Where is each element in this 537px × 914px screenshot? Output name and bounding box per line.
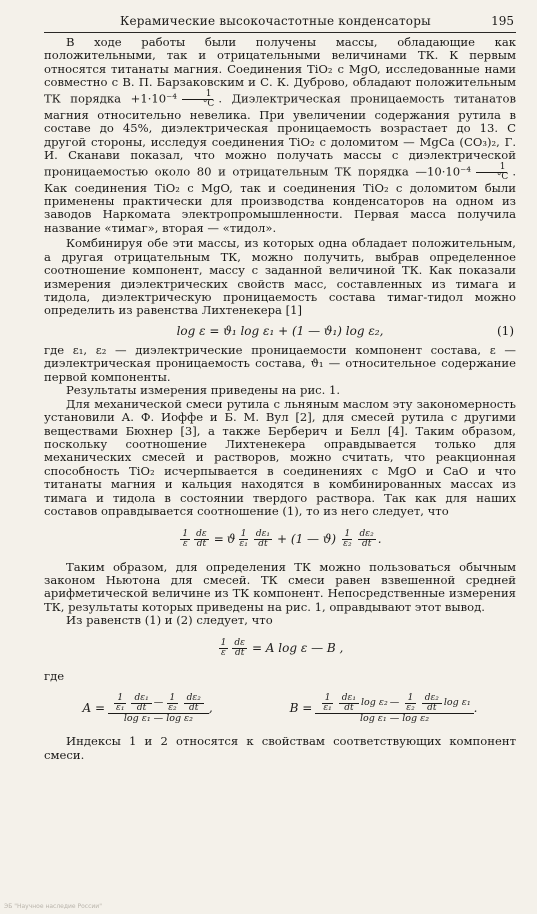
eq3-f2 [232, 639, 247, 658]
eq2-equals: = [213, 531, 224, 546]
eqA-f3-d: ε₂ [168, 702, 177, 713]
equation-b [290, 694, 478, 724]
eqB-f2-n: dε₁ [339, 694, 359, 704]
eq2-f6 [358, 530, 376, 549]
paragraph-6: Таким образом, для определения ТК можно пользоваться обычным законом Ньютона для смесей. ТК смеси равен взвешенной средней арифметической величине из ТК компонент. Непосредственные измерения ТК, результаты которых приведены на рис. 1, оправдывают этот вывод. [44, 559, 516, 614]
equation-1-text: log ε = ϑ₁ log ε₁ + (1 — ϑ₁) log ε₂, [176, 323, 384, 338]
p1-text-a: В ходе работы были получены массы, обладающие как положительными, так и отрицательными величинами ТК. К первым относятся титанаты магния. Соединения TiO₂ с MgO, исследованные нами совместно с В. П. Барзаковским и С. К. Дуброво, обладают положительным ТК порядка +1·10⁻⁴ [44, 35, 516, 106]
frac-den: °C [202, 98, 215, 109]
paragraph-7: Из равенств (1) и (2) следует, что [66, 613, 273, 628]
eq3-f1-n: 1 [220, 638, 227, 649]
eqB-f3 [403, 694, 417, 713]
eq2-f2-n: dε [196, 529, 207, 540]
frac-den: °C [496, 171, 509, 182]
fraction-per-degree-2 [473, 163, 510, 182]
eqB-f1-d: ε₁ [323, 702, 332, 713]
eqB-f2-d: dt [344, 702, 354, 713]
eq2-plus: + (1 — ϑ) [277, 531, 337, 546]
running-title: Керамические высокочастотные конденсаторы [120, 14, 431, 28]
eqA-f2-n: dε₁ [131, 694, 151, 704]
eqB-f4-n: dε₂ [422, 694, 442, 704]
eq2-f5-d: ε₂ [343, 539, 352, 550]
eq2-f5-n: 1 [344, 529, 351, 540]
eq2-f3-d: ε₁ [239, 539, 248, 550]
watermark: ЭБ "Научное наследие России" [4, 903, 102, 910]
eq2-f1-n: 1 [182, 529, 189, 540]
eqA-numerator [108, 694, 209, 714]
eq2-f1-d: ε [182, 539, 188, 550]
frac-num: 1 [182, 90, 214, 100]
eq2-f2 [194, 530, 209, 549]
page-body [44, 36, 516, 762]
eqA-f4-n: dε₂ [184, 694, 204, 704]
equation-3 [44, 628, 516, 670]
eq2-end: . [377, 531, 382, 546]
paragraph-3: где ε₁, ε₂ — диэлектрические проницаемости компонент состава, ε — диэлектрическая проницаемость состава, ϑ₁ — относительное содержание первой компоненты. [44, 342, 516, 384]
eqB-label: B = [289, 701, 313, 716]
eqA-minus: — [153, 697, 164, 709]
paragraph-1 [44, 36, 516, 235]
eqB-f3-d: ε₂ [406, 702, 415, 713]
eqB-f4 [422, 694, 442, 713]
eq3-f2-n: dε [234, 638, 245, 649]
eqA-f2 [131, 694, 151, 713]
eqB-f3-n: 1 [405, 694, 417, 704]
eqA-f1 [113, 694, 127, 713]
eq2-f4-d: dt [258, 539, 268, 550]
eqB-log1: log ε₂ [360, 697, 388, 709]
eqA-f1-n: 1 [114, 694, 126, 704]
eqA-f4 [184, 694, 204, 713]
eqA-dot: , [208, 701, 213, 716]
p1-text-b: . Диэлектрическая проницаемость титанатов магния относительно невелика. При увеличении содержания рутила в составе до 45%, диэлектрическая проницаемость возрастает до 13. С другой стороны, исследуя соединения TiO₂ с доломитом — MgCa (CO₃)₂, Г. И. Сканави показал, что можно получать массы с диэлектрической проницаемостью около 80 и отрицательным ТК порядка —10·10⁻⁴ [44, 91, 516, 178]
frac-num: 1 [476, 163, 508, 173]
eq2-f3-n: 1 [240, 529, 247, 540]
eqB-f1 [320, 694, 334, 713]
eqB-denominator: log ε₁ — log ε₂ [359, 712, 430, 724]
eqA-f1-d: ε₁ [116, 702, 125, 713]
equations-a-b [44, 683, 516, 735]
eq3-f1-d: ε [221, 648, 226, 659]
eq3-f1 [219, 639, 229, 658]
eq2-f4 [254, 530, 272, 549]
eqB-numerator [315, 694, 473, 714]
equation-1-number: (1) [497, 323, 514, 338]
eq3-f2-d: dt [234, 648, 245, 659]
paragraph-8: Индексы 1 и 2 относятся к свойствам соответствующих компонент смеси. [44, 734, 516, 762]
page-header [44, 14, 516, 33]
equation-2 [44, 519, 516, 561]
eq2-f6-d: dt [361, 539, 372, 550]
eqB-f1-n: 1 [322, 694, 334, 704]
page-number: 195 [491, 14, 514, 28]
p1-text-c: . Как соединения TiO₂ с MgO, так и соединения TiO₂ с доломитом были применены практически для производства конденсаторов на одном из заводов Наркомата электропромышленности. Первая масса получила название «тимаг», вторая — «тидол». [44, 164, 516, 235]
eqA-fraction [108, 694, 209, 724]
eqA-f4-d: dt [189, 702, 199, 713]
paragraph-5: Для механической смеси рутила с льняным маслом эту закономерность установили А. Ф. Иоффе и Б. М. Вул [2], для смесей рутила с другими веществами Бюхнер [3], а также Берберич и Белл [4]. Таким образом, поскольку соотношение Лихтенекера оправдывается только для механических смесей и растворов, можно считать, что реакционная способность TiO₂ исчерпывается в соединениях с MgO и CaO и что титанаты магния и кальция находятся в комбинированных массах из тимага и тидола в состоянии твердого раствора. Так как для наших составов оправдывается соотношение (1), то из него следует, что [44, 396, 516, 519]
eq2-f5 [341, 530, 353, 549]
eqA-f3 [165, 694, 179, 713]
equation-1 [44, 318, 516, 344]
eqB-f4-d: dt [427, 702, 437, 713]
eq2-f3 [237, 530, 249, 549]
paragraph-2: Комбинируя обе эти массы, из которых одна обладает положительным, а другая отрицательным ТК, можно получить, выбрав определенное соотношение компонент, массу с заданной величиной ТК. Как показали измерения диэлектрических свойств масс, составленных из тимага и тидола, диэлектрическую проницаемость состава тимаг-тидол можно определить из равенства Лихтенекера [1] [44, 236, 516, 318]
eq3-rhs: = A log ε — B , [251, 640, 344, 655]
eqB-minus: — [389, 697, 400, 709]
eqB-f2 [339, 694, 359, 713]
eqA-f3-n: 1 [167, 694, 179, 704]
eq2-f2-d: dt [196, 539, 207, 550]
eqB-fraction [315, 694, 473, 724]
eqB-dot: . [473, 701, 478, 716]
eq2-f6-n: dε₂ [359, 529, 374, 540]
where-label: где [44, 668, 65, 683]
eqA-f2-d: dt [136, 702, 147, 713]
eqB-log2: log ε₁ [443, 697, 471, 709]
equation-a [83, 694, 213, 724]
eqA-label: A = [82, 701, 106, 716]
eqA-denominator: log ε₁ — log ε₂ [123, 712, 193, 724]
paragraph-4: Результаты измерения приведены на рис. 1. [66, 383, 341, 398]
eq2-f4-n: dε₁ [255, 529, 271, 540]
eq2-theta: ϑ [226, 531, 236, 546]
eq2-f1 [180, 530, 190, 549]
fraction-per-degree [179, 90, 216, 109]
